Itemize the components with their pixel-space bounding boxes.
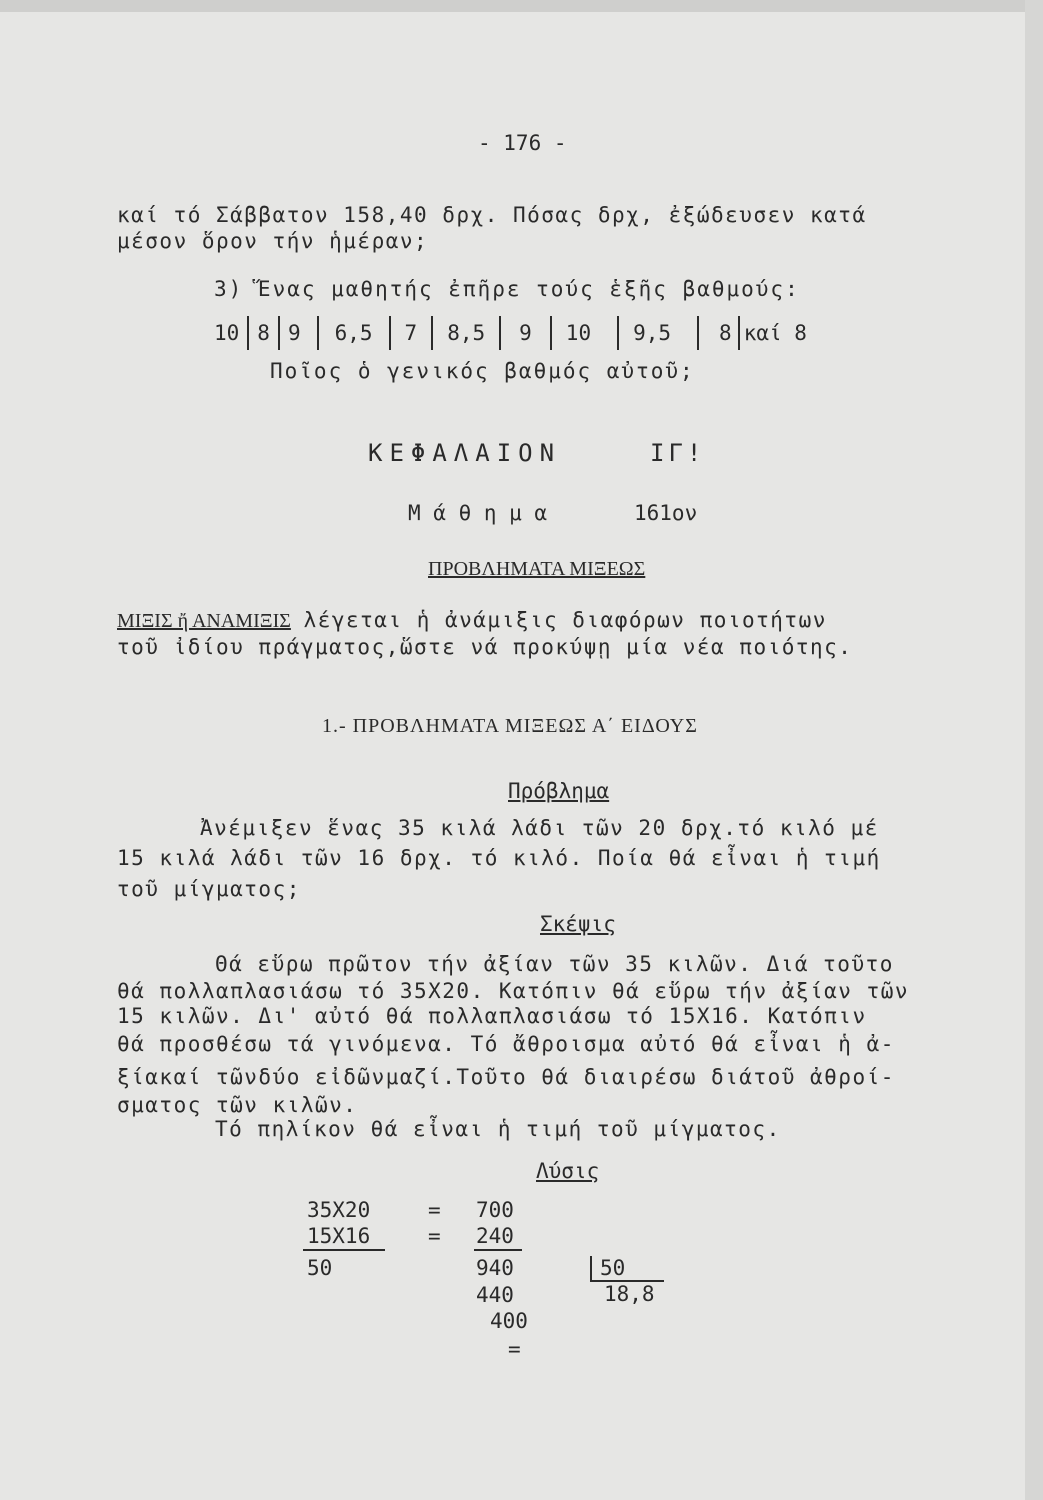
intro-line-1: καί τό Σάββατον 158,40 δρχ. Πόσας δρχ, ἐξώδευσεν κατά — [117, 203, 867, 227]
problem-line-2: 15 κιλά λάδι τῶν 16 δρχ. τό κιλό. Ποία θά εἶναι ἡ τιμή — [117, 846, 881, 870]
grade-cell: 8,5 — [447, 321, 486, 345]
thinking-line-7: Τό πηλίκον θά εἶναι ἡ τιμή τοῦ μίγματος. — [215, 1117, 781, 1141]
solution-total-kilos: 50 — [307, 1256, 333, 1280]
solution-val-1: 700 — [476, 1198, 514, 1222]
grade-cell: 10 — [214, 321, 240, 345]
grades-row — [206, 316, 811, 350]
definition-line-2: τοῦ ἰδίου πράγματος,ὥστε νά προκύψῃ μία νέα ποιότης. — [117, 635, 853, 659]
exercise-3-question: Ποῖος ὁ γενικός βαθμός αὐτοῦ; — [270, 359, 695, 383]
lesson-number: 161ον — [634, 501, 698, 525]
problem-line-1: Ἀνέμιξεν ἕνας 35 κιλά λάδι τῶν 20 δρχ.τό κιλό μέ — [200, 816, 879, 840]
grade-cell: 8 — [257, 321, 270, 345]
grade-cell: καί 8 — [743, 321, 807, 345]
solution-eq-2: = — [428, 1224, 441, 1248]
solution-eq-1: = — [428, 1198, 441, 1222]
definition-term: ΜΙΞΙΣ ἤ ΑΝΑΜΙΞΙΣ — [117, 610, 291, 632]
grade-cell: 9 — [519, 321, 532, 345]
page-right-edge — [1025, 0, 1043, 1500]
solution-divisor: 50 — [600, 1256, 626, 1280]
page-number: - 176 - — [478, 131, 567, 155]
problem-line-3: τοῦ μίγματος; — [117, 877, 301, 901]
thinking-line-5: ξίακαί τῶνδύο εἰδῶνμαζί.Τοῦτο θά διαιρέσω διάτοῦ ἀθροί- — [117, 1065, 895, 1089]
solution-heading: Λύσις — [536, 1159, 600, 1183]
division-bracket-vertical — [590, 1256, 592, 1282]
solution-expr-2: 15Χ16 — [307, 1224, 371, 1248]
thinking-line-6: σματος τῶν κιλῶν. — [117, 1093, 358, 1117]
thinking-line-1: Θά εὕρω πρῶτον τήν ἀξίαν τῶν 35 κιλῶν. Διά τοῦτο — [215, 952, 894, 976]
grade-cell: 6,5 — [334, 321, 373, 345]
solution-remainder-1: 440 — [476, 1283, 514, 1307]
section-title: ΠΡΟΒΛΗΜΑΤΑ ΜΙΞΕΩΣ — [428, 558, 646, 580]
grade-cell: 10 — [565, 321, 592, 345]
grade-cell: 8 — [719, 321, 732, 345]
thinking-line-2: θά πολλαπλασιάσω τό 35Χ20. Κατόπιν θά εὕρω τήν ἀξίαν τῶν — [117, 979, 910, 1003]
grade-cell: 9,5 — [633, 321, 672, 345]
thinking-line-3: 15 κιλῶν. Δι' αὐτό θά πολλαπλασιάσω τό 15Χ16. Κατόπιν — [117, 1004, 867, 1028]
chapter-title: ΚΕΦΑΛΑΙΟΝ — [368, 439, 562, 467]
definition-line-1 — [117, 607, 827, 634]
exercise-3-text: 3) Ἕνας μαθητής ἐπῆρε τούς ἑξῆς βαθμούς: — [214, 277, 800, 301]
solution-expr-1: 35Χ20 — [307, 1198, 371, 1222]
sum-underline-right — [474, 1249, 522, 1251]
sum-underline-left — [303, 1249, 385, 1251]
solution-val-2: 240 — [476, 1224, 514, 1248]
chapter-number: ΙΓ! — [650, 439, 706, 467]
definition-rest: λέγεται ἡ ἀνάμιξις διαφόρων ποιοτήτων — [303, 608, 827, 632]
intro-line-2: μέσον ὅρον τήν ἡμέραν; — [117, 229, 429, 253]
thinking-line-4: θά προσθέσω τά γινόμενα. Τό ἄθροισμα αὐτό θά εἶναι ἡ ἀ- — [117, 1032, 895, 1056]
problem-heading: Πρόβλημα — [508, 779, 610, 803]
solution-quotient: 18,8 — [604, 1282, 655, 1306]
solution-sum: 940 — [476, 1256, 514, 1280]
subsection-title: 1.- ΠΡΟΒΛΗΜΑΤΑ ΜΙΞΕΩΣ Α΄ ΕΙΔΟΥΣ — [322, 715, 698, 737]
grade-cell: 7 — [404, 321, 418, 345]
lesson-word: Μ ά θ η μ α — [408, 501, 548, 525]
solution-remainder-2: 400 — [490, 1309, 528, 1333]
thinking-heading: Σκέψις — [540, 912, 616, 936]
page-top-edge — [0, 0, 1043, 12]
solution-final-mark: = — [508, 1337, 521, 1361]
grade-cell: 9 — [287, 321, 301, 345]
